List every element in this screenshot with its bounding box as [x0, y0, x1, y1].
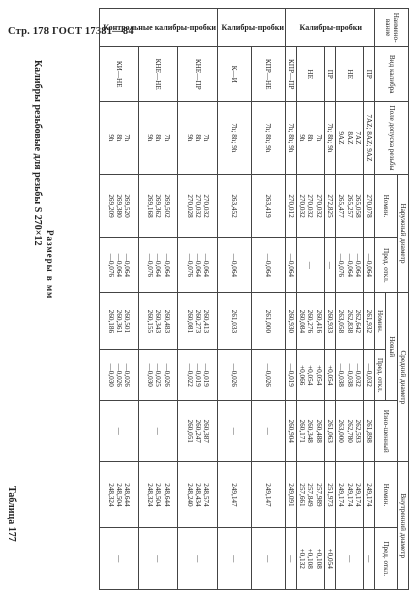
cell-value: 265,257 [345, 194, 354, 218]
cell-value: 261,000 [264, 309, 273, 334]
cell-value: 249,174 [345, 483, 354, 507]
mid-otkl-cell [178, 350, 217, 401]
cell-value: 7AZ; 8AZ; 9AZ [365, 114, 374, 162]
cell-value: — [154, 427, 163, 435]
mid-nom-cell [363, 293, 374, 350]
cell-value: —0,019 [286, 363, 295, 387]
cell-value: —0,022 [185, 363, 194, 387]
mid-iz-cell [285, 400, 296, 462]
cell-value: —0,064 [162, 253, 171, 278]
cell-value: —0,038 [345, 363, 354, 387]
out-otkl-cell [363, 238, 374, 293]
cell-value: —0,026 [230, 363, 239, 387]
mid-nom-cell [324, 293, 335, 350]
header-pole: Поле допуска резьбы [375, 102, 409, 175]
header-inner: Внутренний диаметр [397, 462, 408, 590]
header-new: Новый [386, 293, 397, 401]
cell-value: 261,898 [365, 419, 374, 443]
header-outer-nomin: Номин. [375, 174, 398, 238]
mid-nom-cell [296, 293, 324, 350]
header-outer: Наружный диаметр [397, 174, 408, 293]
cell-value: —0,064 [365, 253, 374, 278]
pole-cell [285, 102, 296, 175]
header-inner-otkl: Пред. откл. [375, 528, 398, 590]
cell-value: — [154, 555, 163, 563]
cell-value: +0,132 [298, 548, 307, 569]
out-nom-cell [178, 174, 217, 238]
out-nom-cell [139, 174, 178, 238]
cell-value: 7h [314, 134, 323, 142]
cell-value: 257,989 [314, 483, 323, 507]
cell-value: —0,064 [202, 253, 211, 278]
pole-cell [363, 102, 374, 175]
out-otkl-cell [99, 238, 138, 293]
cell-value: —0,032 [353, 363, 362, 387]
cell-value: 263,000 [337, 419, 346, 443]
cell-value: 9h [298, 134, 307, 142]
cell-value: —0,064 [193, 253, 202, 278]
cell-value: —0,030 [146, 363, 155, 387]
in-nom-cell [99, 462, 138, 528]
cell-value: +0,054 [306, 365, 315, 386]
cell-value: — [365, 555, 374, 563]
cell-value: 248,644 [162, 483, 171, 507]
cell-value: 262,642 [353, 309, 362, 334]
table-row [363, 9, 374, 590]
pole-cell [139, 102, 178, 175]
cell-value: 269,168 [146, 194, 155, 218]
cell-value: —0,030 [106, 363, 115, 387]
cell-value: 8h [154, 134, 163, 142]
cell-value: 8AZ [345, 131, 354, 145]
in-otkl-cell [296, 528, 324, 590]
cell-value: —0,076 [337, 253, 346, 278]
table-row [336, 9, 364, 590]
cell-value: +0,108 [306, 548, 315, 569]
cell-value: — [264, 427, 273, 435]
mid-nom-cell [217, 293, 251, 350]
pole-cell [324, 102, 335, 175]
cell-value: 269,362 [154, 194, 163, 218]
cell-value: —0,064 [264, 253, 273, 278]
cell-value: 260,343 [154, 309, 163, 334]
out-nom-cell [217, 174, 251, 238]
cell-value: —0,038 [337, 363, 346, 387]
cell-value: 248,240 [185, 483, 194, 507]
mid-nom-cell [336, 293, 364, 350]
cell-value: 269,209 [106, 194, 115, 218]
in-otkl-cell [324, 528, 335, 590]
header-vid: Вид калибра [375, 47, 409, 102]
cell-value: 270,032 [193, 194, 202, 218]
vid-cell: КНЕ—НЕ [139, 47, 178, 102]
table-row [285, 9, 296, 590]
in-otkl-cell [363, 528, 374, 590]
table-row [251, 9, 285, 590]
in-nom-cell [336, 462, 364, 528]
out-otkl-cell [217, 238, 251, 293]
mid-iz-cell [178, 400, 217, 462]
table-row [99, 9, 138, 590]
header-inner-nomin: Номин. [375, 462, 398, 528]
cell-value: 249,147 [264, 483, 273, 507]
table-row [217, 9, 251, 590]
table-row [324, 9, 335, 590]
out-nom-cell [324, 174, 335, 238]
in-nom-cell [296, 462, 324, 528]
cell-value: — [326, 261, 335, 269]
cell-value: 261,932 [365, 309, 374, 334]
cell-value: 269,380 [115, 194, 124, 218]
vid-cell: НЕ [296, 47, 324, 102]
pole-cell [217, 102, 251, 175]
vid-cell: ПР [363, 47, 374, 102]
cell-value: 257,849 [306, 483, 315, 507]
cell-value: 270,032 [314, 194, 323, 218]
mid-nom-cell [99, 293, 138, 350]
table-title: Калибры резьбовые для резьбы S 270×12 [32, 60, 43, 246]
cell-value: 270,032 [202, 194, 211, 218]
in-nom-cell [363, 462, 374, 528]
header-mid-otkl: Пред. откл. [375, 350, 386, 401]
header-outer-otkl: Пред. откл. [375, 238, 398, 293]
cell-value: 9h [146, 134, 155, 142]
cell-value: — [306, 261, 315, 269]
cell-value: 263,419 [264, 194, 273, 218]
mid-iz-cell [296, 400, 324, 462]
cell-value: 7h; 8h; 9h [286, 123, 295, 153]
cell-value: 261,063 [326, 419, 335, 443]
cell-value: — [345, 555, 354, 563]
mid-otkl-cell [296, 350, 324, 401]
in-otkl-cell [178, 528, 217, 590]
out-nom-cell [251, 174, 285, 238]
cell-value: 270,032 [306, 194, 315, 218]
mid-iz-cell [251, 400, 285, 462]
cell-value: 260,084 [298, 309, 307, 334]
cell-value: 249,174 [365, 483, 374, 507]
cell-value: 270,012 [286, 194, 295, 218]
cell-value: —0,026 [162, 363, 171, 387]
group-label: Контрольные калибры-пробки [99, 9, 217, 47]
in-otkl-cell [217, 528, 251, 590]
cell-value: 260,171 [298, 419, 307, 443]
cell-value: 260,247 [193, 419, 202, 443]
vid-cell: КПР—ПР [285, 47, 296, 102]
cell-value: 260,081 [185, 309, 194, 334]
cell-value: —0,026 [264, 363, 273, 387]
in-otkl-cell [251, 528, 285, 590]
cell-value: —0,064 [353, 253, 362, 278]
out-nom-cell [99, 174, 138, 238]
cell-value: 249,174 [337, 483, 346, 507]
cell-value: —0,032 [365, 363, 374, 387]
pole-cell [99, 102, 138, 175]
out-otkl-cell [296, 238, 324, 293]
table-row [296, 9, 324, 590]
header-mid-nomin: Номин. [375, 293, 386, 350]
cell-value: 272,825 [326, 194, 335, 218]
out-otkl-cell [285, 238, 296, 293]
cell-value: 260,348 [306, 419, 315, 443]
table-label: Таблица 177 [6, 486, 17, 542]
cell-value: 249,091 [286, 483, 295, 507]
cell-value: — [230, 427, 239, 435]
cell-value: —0,019 [202, 363, 211, 387]
cell-value: 9AZ [337, 131, 346, 145]
cell-value: 260,501 [123, 309, 132, 334]
mid-iz-cell [324, 400, 335, 462]
in-nom-cell [285, 462, 296, 528]
cell-value: 263,058 [337, 309, 346, 334]
cell-value: —0,076 [146, 253, 155, 278]
cell-value: 7h; 8h; 9h [326, 123, 335, 153]
cell-value: +0,054 [314, 365, 323, 386]
in-otkl-cell [139, 528, 178, 590]
cell-value: 262,838 [345, 309, 354, 334]
vid-cell: К—И [217, 47, 251, 102]
cell-value: 9h [106, 134, 115, 142]
cell-value: 260,416 [314, 309, 323, 334]
mid-nom-cell [285, 293, 296, 350]
out-nom-cell [285, 174, 296, 238]
cell-value: —0,064 [154, 253, 163, 278]
cell-value: 8h [193, 134, 202, 142]
mid-iz-cell [363, 400, 374, 462]
cell-value: 7h; 8h; 9h [230, 123, 239, 153]
pole-cell [336, 102, 364, 175]
cell-value: 260,387 [202, 419, 211, 443]
cell-value: —0,076 [106, 253, 115, 278]
cell-value: —0,064 [230, 253, 239, 278]
cell-value: 260,155 [146, 309, 155, 334]
mid-otkl-cell [336, 350, 364, 401]
cell-value: —0,064 [286, 253, 295, 278]
cell-value: 260,276 [306, 309, 315, 334]
cell-value: — [193, 555, 202, 563]
pole-cell [296, 102, 324, 175]
cell-value: —0,026 [115, 363, 124, 387]
cell-value: +0,108 [314, 548, 323, 569]
vid-cell: КНЕ—ПР [178, 47, 217, 102]
in-nom-cell [139, 462, 178, 528]
cell-value: — [115, 555, 124, 563]
cell-value: 248,324 [146, 483, 155, 507]
table-row [178, 9, 217, 590]
cell-value: — [115, 427, 124, 435]
cell-value: —0,064 [345, 253, 354, 278]
units-label: Размеры в мм [45, 230, 55, 300]
mid-nom-cell [251, 293, 285, 350]
cell-value: +0,054 [326, 548, 335, 569]
header-iznosh: Изно-шенный [375, 400, 398, 462]
cell-value: — [264, 555, 273, 563]
mid-nom-cell [139, 293, 178, 350]
cell-value: +0,066 [298, 365, 307, 386]
cell-value: 269,502 [162, 194, 171, 218]
page-header: Стр. 178 ГОСТ 17381—84 [8, 26, 134, 37]
table-row [139, 9, 178, 590]
group-label: Калибры-пробки [217, 9, 285, 47]
cell-value: 270,028 [185, 194, 194, 218]
cell-value: 263,452 [230, 194, 239, 218]
mid-iz-cell [139, 400, 178, 462]
out-otkl-cell [139, 238, 178, 293]
mid-otkl-cell [139, 350, 178, 401]
cell-value: 260,930 [286, 309, 295, 334]
cell-value: 248,504 [115, 483, 124, 507]
cell-value: —0,026 [123, 363, 132, 387]
gauge-table [99, 8, 409, 590]
cell-value: 248,434 [193, 483, 202, 507]
mid-iz-cell [336, 400, 364, 462]
vid-cell: ПР [324, 47, 335, 102]
cell-value: 248,574 [202, 483, 211, 507]
cell-value: 251,973 [326, 483, 335, 507]
vid-cell: КИ—НЕ [99, 47, 138, 102]
cell-value: 7h [162, 134, 171, 142]
cell-value: 249,174 [353, 483, 362, 507]
cell-value: 7h [123, 134, 132, 142]
cell-value: 265,058 [353, 194, 362, 218]
mid-otkl-cell [251, 350, 285, 401]
mid-nom-cell [178, 293, 217, 350]
cell-value: 9h [185, 134, 194, 142]
cell-value: +0,054 [326, 365, 335, 386]
in-nom-cell [324, 462, 335, 528]
cell-value: 260,361 [115, 309, 124, 334]
out-nom-cell [336, 174, 364, 238]
cell-value: 270,032 [298, 194, 307, 218]
cell-value: — [286, 555, 295, 563]
cell-value: 260,488 [314, 419, 323, 443]
cell-value: 260,186 [106, 309, 115, 334]
cell-value: —0,019 [193, 363, 202, 387]
cell-value: —0,064 [115, 253, 124, 278]
group-label: Калибры-пробки [285, 9, 375, 47]
cell-value: 248,504 [154, 483, 163, 507]
out-otkl-cell [336, 238, 364, 293]
header-middle: Средний диаметр [397, 293, 408, 462]
out-nom-cell [296, 174, 324, 238]
mid-otkl-cell [99, 350, 138, 401]
cell-value: 262,593 [353, 419, 362, 443]
mid-iz-cell [217, 400, 251, 462]
in-nom-cell [217, 462, 251, 528]
cell-value: 8h [306, 134, 315, 142]
mid-otkl-cell [217, 350, 251, 401]
pole-cell [178, 102, 217, 175]
cell-value: 257,661 [298, 483, 307, 507]
header-naimenovanie: Наимено-вание [375, 9, 409, 47]
in-otkl-cell [336, 528, 364, 590]
out-nom-cell [363, 174, 374, 238]
mid-otkl-cell [285, 350, 296, 401]
cell-value: —0,076 [185, 253, 194, 278]
mid-otkl-cell [324, 350, 335, 401]
cell-value: 7h; 8h; 9h [264, 123, 273, 153]
cell-value: 260,933 [326, 309, 335, 334]
cell-value: 261,033 [230, 309, 239, 334]
cell-value: 269,520 [123, 194, 132, 218]
pole-cell [251, 102, 285, 175]
cell-value: 260,483 [162, 309, 171, 334]
mid-iz-cell [99, 400, 138, 462]
cell-value: —0,064 [123, 253, 132, 278]
out-otkl-cell [251, 238, 285, 293]
cell-value: 260,413 [202, 309, 211, 334]
cell-value: 265,477 [337, 194, 346, 218]
cell-value: 8h [115, 134, 124, 142]
cell-value: 248,644 [123, 483, 132, 507]
cell-value: —0,025 [154, 363, 163, 387]
header-row [397, 9, 408, 590]
cell-value: 7h [202, 134, 211, 142]
cell-value: 260,051 [185, 419, 194, 443]
vid-cell: КПР—НЕ [251, 47, 285, 102]
cell-value: 248,324 [106, 483, 115, 507]
mid-otkl-cell [363, 350, 374, 401]
cell-value: 260,904 [286, 419, 295, 443]
cell-value: 7AZ [353, 131, 362, 145]
out-otkl-cell [178, 238, 217, 293]
in-otkl-cell [99, 528, 138, 590]
in-nom-cell [178, 462, 217, 528]
cell-value: 249,147 [230, 483, 239, 507]
in-otkl-cell [285, 528, 296, 590]
cell-value: 270,078 [365, 194, 374, 218]
cell-value: 260,273 [193, 309, 202, 334]
cell-value: — [230, 555, 239, 563]
in-nom-cell [251, 462, 285, 528]
cell-value: 262,780 [345, 419, 354, 443]
vid-cell: НЕ [336, 47, 364, 102]
out-otkl-cell [324, 238, 335, 293]
